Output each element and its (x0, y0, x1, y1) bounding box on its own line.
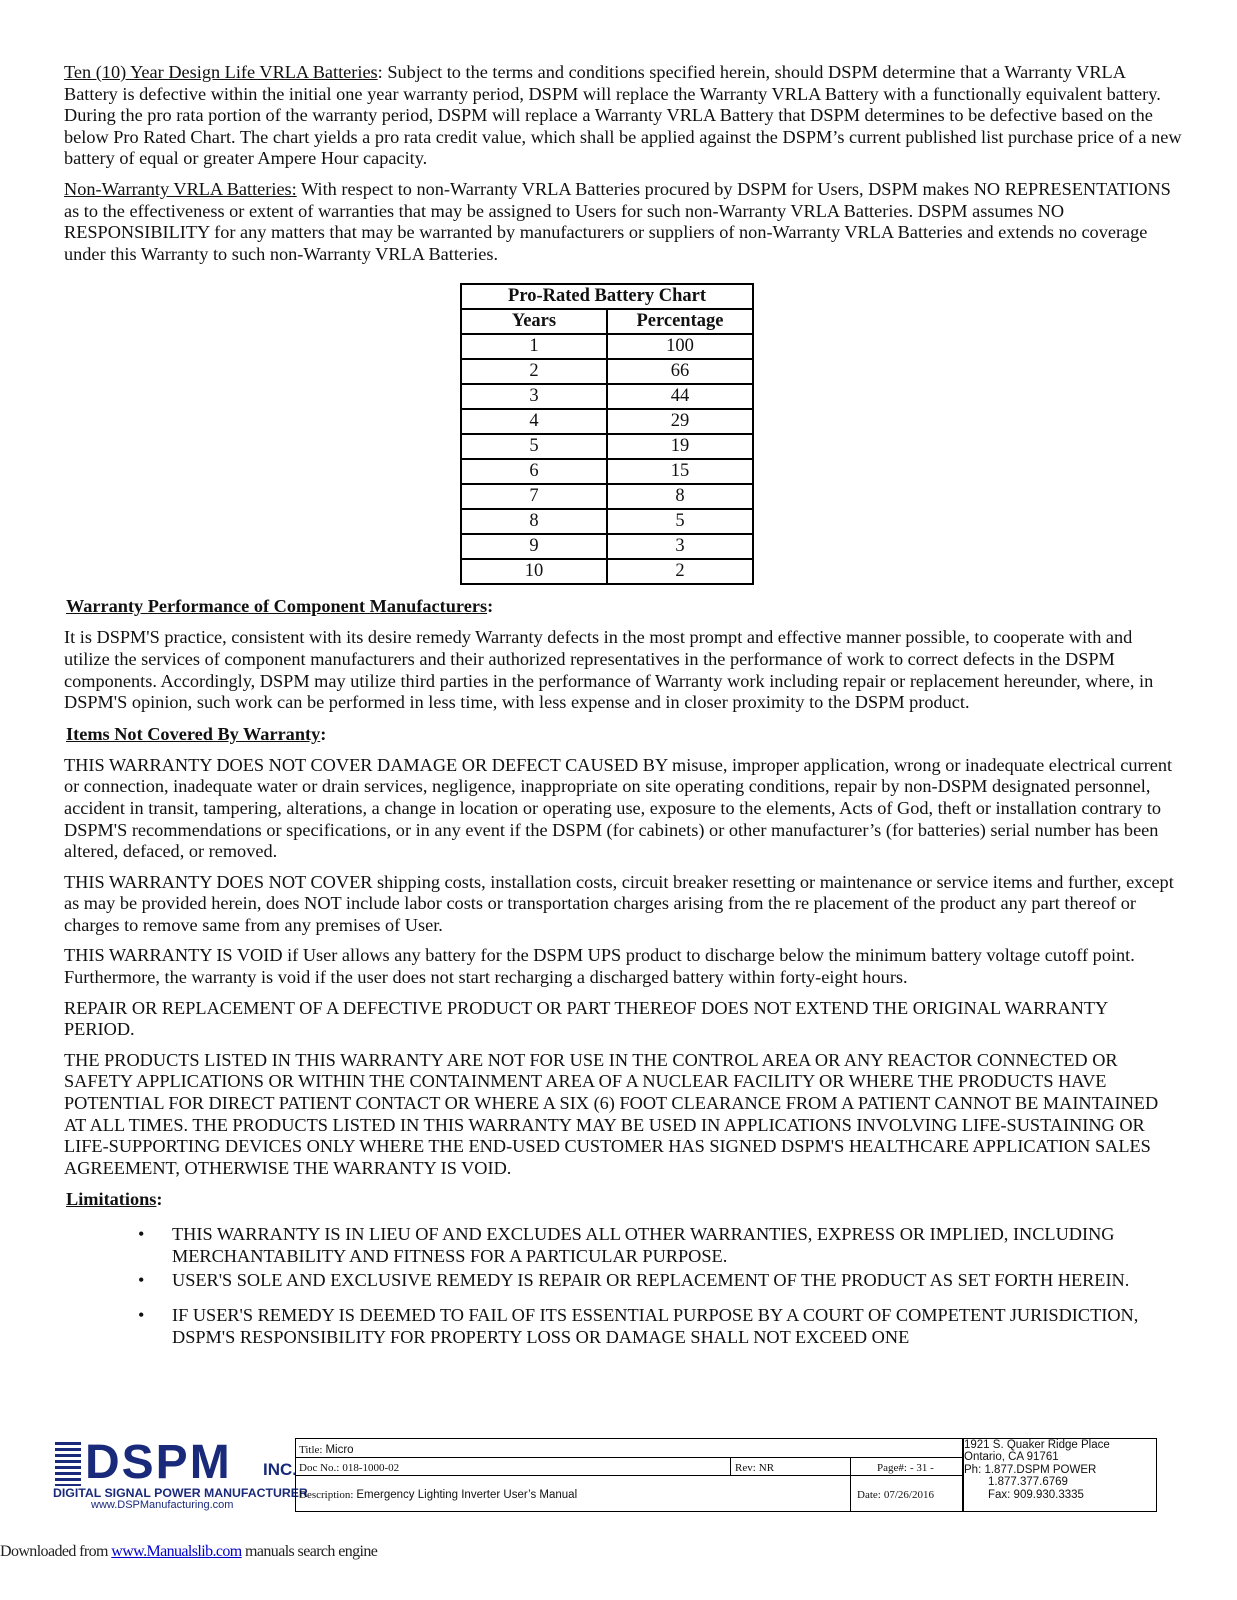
years-cell: 9 (461, 534, 607, 559)
download-notice: Downloaded from www.Manualslib.com manuals search engine (0, 1543, 378, 1560)
years-cell: 10 (461, 559, 607, 584)
items-paragraph-4: REPAIR OR REPLACEMENT OF A DEFECTIVE PRODUCT OR PART THEREOF DOES NOT EXTEND THE ORIGINAL WARRANTY PERIOD. (64, 997, 1108, 1040)
perf-paragraph: It is DSPM'S practice, consistent with its desire remedy Warranty defects in the most prompt and effective manner possible, to cooperate with and utilize the services of component manufacturers and their authorized representatives in the performance of work to correct defects in the DSPM components. Accordingly, DSPM may utilize third parties in the performance of Warranty work including repair or replacement hereunder, where, in DSPM'S opinion, such work can be performed in less time, with less expense and in closer proximity to the DSPM product. (64, 627, 1154, 713)
items-heading: Items Not Covered By Warranty: (66, 723, 327, 744)
ten-year-paragraph (64, 62, 1182, 170)
dspm-logo: DSPM INC. DIGITAL SIGNAL POWER MANUFACTURER www.DSPManufacturing.com (53, 1436, 308, 1511)
non-warranty-text: With respect to non-Warranty VRLA Batteries procured by DSPM for Users, DSPM makes NO REPRESENTATIONS as to the effectiveness or extent of warranties that may be assigned to Users for such non-Warranty VRLA Batteries. DSPM assumes NO RESPONSIBILITY for any matters that may be warranted by manufacturers or suppliers of non-Warranty VRLA Batteries and extends no coverage under this Warranty to such non-Warranty VRLA Batteries. (64, 178, 1171, 264)
limitations-heading: Limitations: (66, 1189, 163, 1210)
years-cell: 7 (461, 484, 607, 509)
page-footer (53, 1438, 1156, 1512)
doc-number: 018-1000-02 (342, 1462, 400, 1474)
doc-date: 07/26/2016 (883, 1489, 934, 1501)
percentage-cell: 19 (607, 434, 753, 459)
company-address: 1921 S. Quaker Ridge Place Ontario, CA 91761 Ph: 1.877.DSPM POWER 1.877.377.6769 Fax: 909.930.3335 (962, 1438, 1157, 1512)
page-number: - 31 - (909, 1462, 934, 1474)
items-paragraph-2: THIS WARRANTY DOES NOT COVER shipping costs, installation costs, circuit breaker resetting or maintenance or service items and further, except as may be provided herein, does NOT include labor costs or transportation charges arising from the re placement of the product any part thereof or charges to remove same from any premises of User. (64, 871, 1174, 935)
ten-year-text: : Subject to the terms and conditions specified herein, should DSPM determine that a Warranty VRLA Battery is defective within the initial one year warranty period, DSPM will replace the Warranty VRLA Battery with a functionally equivalent battery. During the pro rata portion of the warranty period, DSPM will replace a Warranty VRLA Battery that DSPM determines to be defective based on the below Pro Rated Chart. The chart yields a pro rata credit value, which shall be applied against the DSPM’s current published list purchase price of a new battery of equal or greater Ampere Hour capacity. (64, 62, 1182, 169)
percentage-cell: 15 (607, 459, 753, 484)
table-row (461, 559, 753, 584)
years-cell: 2 (461, 359, 607, 384)
column-header-years: Years (461, 309, 607, 334)
items-paragraph-1: THIS WARRANTY DOES NOT COVER DAMAGE OR DEFECT CAUSED BY misuse, improper application, wrong or inadequate electrical current or connection, inadequate water or drain services, negligence, inappropriate on site operating conditions, repair by non-DSPM designated personnel, accident in transit, tampering, alterations, a change in location or operating use, exposure to the elements, Acts of God, theft or installation contrary to DSPM'S recommendations or specifications, or in any event if the DSPM (for cabinets) or other manufacturer’s (for batteries) serial number has been altered, defaced, or removed. (64, 754, 1173, 862)
list-item: • IF USER'S REMEDY IS DEEMED TO FAIL OF ITS ESSENTIAL PURPOSE BY A COURT OF COMPETENT JURISDICTION, DSPM'S RESPONSIBILITY FOR PROPERTY LOSS OR DAMAGE SHALL NOT EXCEED ONE (138, 1305, 1139, 1347)
pro-rated-battery-table (460, 283, 754, 585)
ten-year-title: Ten (10) Year Design Life VRLA Batteries (64, 62, 378, 82)
percentage-cell: 66 (607, 359, 753, 384)
footer-info-box (295, 1438, 964, 1512)
percentage-cell: 3 (607, 534, 753, 559)
percentage-cell: 5 (607, 509, 753, 534)
percentage-cell: 44 (607, 384, 753, 409)
table-row (461, 459, 753, 484)
years-cell: 6 (461, 459, 607, 484)
document-body (64, 62, 1182, 1350)
table-row (461, 509, 753, 534)
table-row (461, 334, 753, 359)
percentage-cell: 100 (607, 334, 753, 359)
percentage-cell: 8 (607, 484, 753, 509)
footer-doc-row: Doc No.: 018-1000-02 Rev: NR Page#: - 31 - (296, 1457, 963, 1476)
footer-desc-row: Description: Emergency Lighting Inverter User’s Manual Date: 07/26/2016 (296, 1475, 963, 1511)
percentage-cell: 29 (607, 409, 753, 434)
years-cell: 3 (461, 384, 607, 409)
perf-heading: Warranty Performance of Component Manufacturers: (66, 596, 494, 617)
items-paragraph-5: THE PRODUCTS LISTED IN THIS WARRANTY ARE NOT FOR USE IN THE CONTROL AREA OR ANY REACTOR CONNECTED OR SAFETY APPLICATIONS OR WITHIN THE CONTAINMENT AREA OF A NUCLEAR FACILITY OR WHERE THE PRODUCTS HAVE POTENTIAL FOR DIRECT PATIENT CONTACT OR WHERE A SIX (6) FOOT CLEARANCE FROM A PATIENT CANNOT BE MAINTAINED AT ALL TIMES. THE PRODUCTS LISTED IN THIS WARRANTY MAY BE USED IN APPLICATIONS INVOLVING LIFE-SUSTAINING OR LIFE-SUPPORTING DEVICES ONLY WHERE THE END-USED CUSTOMER HAS SIGNED DSPM'S HEALTHCARE APPLICATION SALES AGREEMENT, OTHERWISE THE WARRANTY IS VOID. (64, 1049, 1159, 1178)
column-header-percentage: Percentage (607, 309, 753, 334)
table-row (461, 359, 753, 384)
percentage-cell: 2 (607, 559, 753, 584)
non-warranty-title: Non-Warranty VRLA Batteries: (64, 178, 297, 199)
list-item: • THIS WARRANTY IS IN LIEU OF AND EXCLUDES ALL OTHER WARRANTIES, EXPRESS OR IMPLIED, INCLUDING MERCHANTABILITY AND FITNESS FOR A PARTICULAR PURPOSE. (138, 1224, 1115, 1266)
items-paragraph-3: THIS WARRANTY IS VOID if User allows any battery for the DSPM UPS product to discharge below the minimum battery voltage cutoff point. Furthermore, the warranty is void if the user does not start recharging a discharged battery within forty-eight hours. (64, 945, 1135, 988)
limitations-list (64, 1224, 1182, 1348)
table-row (461, 409, 753, 434)
years-cell: 4 (461, 409, 607, 434)
years-cell: 8 (461, 509, 607, 534)
non-warranty-paragraph (64, 179, 1182, 265)
list-item: • USER'S SOLE AND EXCLUSIVE REMEDY IS REPAIR OR REPLACEMENT OF THE PRODUCT AS SET FORTH HEREIN. (138, 1269, 1130, 1290)
years-cell: 1 (461, 334, 607, 359)
years-cell: 5 (461, 434, 607, 459)
table-title: Pro-Rated Battery Chart (461, 284, 753, 309)
table-row (461, 534, 753, 559)
logo-bars-icon (55, 1442, 81, 1486)
footer-title-row: Title: Micro (296, 1439, 963, 1458)
table-row (461, 484, 753, 509)
table-row (461, 434, 753, 459)
doc-title: Micro (325, 1444, 354, 1456)
manualslib-link[interactable]: www.Manualslib.com (111, 1543, 242, 1560)
doc-description: Emergency Lighting Inverter User’s Manual (356, 1489, 578, 1501)
table-row (461, 384, 753, 409)
